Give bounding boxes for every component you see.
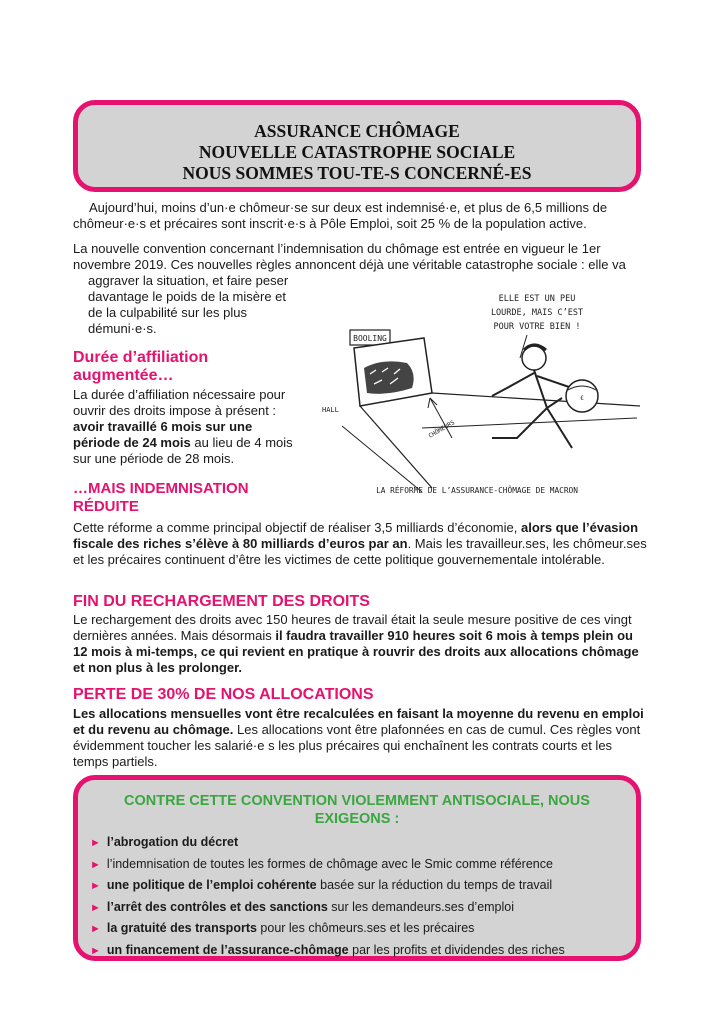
- demand-item: [90, 832, 565, 854]
- heading-duree-affiliation: Durée d’affiliation augmentée…: [73, 349, 209, 384]
- demands-list: [90, 832, 565, 961]
- arrow-right-icon: ►: [90, 901, 101, 914]
- demands-title: [88, 792, 626, 828]
- demand-item: [90, 897, 565, 919]
- demand-bold: un financement de l’assurance-chômage: [106, 942, 349, 957]
- chomeurs-label: CHÔMEURS: [427, 419, 457, 440]
- speech-line-3: POUR VOTRE BIEN !: [493, 322, 581, 332]
- section2-text-a: Cette réforme a comme principal objectif de réaliser 3,5 milliards d’économie,: [73, 520, 518, 535]
- intro-paragraph-2: La nouvelle convention concernant l’indemnisation du chômage est entrée en vigueur le 1er novembre 2019. Ces nouvelles règles annoncent déjà une véritable catastrophe sociale : elle va: [73, 241, 626, 272]
- heading-perte-allocations: PERTE DE 30% DE NOS ALLOCATIONS: [73, 686, 374, 703]
- demand-item: [90, 875, 565, 897]
- demands-title-line-2: EXIGEONS :: [314, 811, 400, 827]
- demand-item: [90, 918, 565, 940]
- demand-text: pour les chômeurs.ses et les précaires: [256, 921, 475, 935]
- demand-bold: l’abrogation du décret: [106, 835, 239, 849]
- arrow-right-icon: ►: [90, 858, 101, 871]
- heading-indemnisation-reduite: …MAIS INDEMNISATION RÉDUITE: [73, 480, 249, 515]
- section1-bold: avoir travaillé 6 mois sur une période de 24 mois: [73, 419, 253, 450]
- demands-title-line-1: CONTRE CETTE CONVENTION VIOLEMMENT ANTISOCIALE, NOUS: [124, 793, 590, 809]
- section1-text-b: au lieu de 4 mois sur une période de 28 mois.: [73, 435, 293, 466]
- intro-paragraph-1: Aujourd’hui, moins d’un·e chômeur·se sur deux est indemnisé·e, et plus de 6,5 millions de chômeur·e·s et précaires sont inscrit·e·s à Pôle Emploi, soit 25 % de la population active.: [73, 200, 608, 231]
- speech-line-2: LOURDE, MAIS C’EST: [490, 308, 584, 318]
- section1-text-a: La durée d’affiliation nécessaire pour ouvrir des droits impose à présent :: [73, 387, 286, 418]
- demand-bold: une politique de l’emploi cohérente: [106, 878, 317, 892]
- arrow-right-icon: ►: [90, 944, 101, 957]
- demand-bold: l’arrêt des contrôles et des sanctions: [106, 899, 328, 914]
- cartoon-illustration: [312, 278, 642, 500]
- section4-text: [73, 706, 647, 770]
- section3-text: [73, 612, 647, 676]
- demand-item: [90, 940, 565, 962]
- svg-text:€: €: [580, 395, 584, 402]
- cartoonist-signature: HALL: [322, 406, 339, 414]
- section1-text: [73, 387, 301, 467]
- demand-bold: la gratuité des transports: [106, 921, 257, 935]
- cartoon-caption: LA RÉFORME DE L’ASSURANCE-CHÔMAGE DE MACRON: [376, 486, 578, 495]
- section3-bold: il faudra travailler 910 heures soit 6 mois à temps plein ou 12 mois à mi-temps, ce qui revient en pratique à rouvrir des droits aux allocations chômage et non plus à les prolonger.: [73, 628, 639, 675]
- title-line-1: ASSURANCE CHÔMAGE: [254, 121, 460, 141]
- section2-text-b: . Mais les travailleur.ses, les chômeur.ses et les précaires continuent d’être les victimes de cette politique gouvernementale intolérable.: [73, 536, 647, 567]
- demand-text: sur les demandeurs.ses d’emploi: [327, 899, 515, 914]
- booling-sign-label: BOOLING: [353, 334, 387, 343]
- section3-text-a: Le rechargement des droits avec 150 heures de travail était la seule mesure positive de ces vingt dernières années. Mais désormais: [73, 612, 632, 643]
- title-line-3: NOUS SOMMES TOU-TE-S CONCERNÉ-ES: [182, 163, 532, 183]
- demand-text: par les profits et dividendes des riches: [348, 942, 565, 957]
- arrow-right-icon: ►: [90, 837, 101, 849]
- intro-paragraph-3: aggraver la situation, et faire peser davantage le poids de la misère et de la culpabilité sur les plus démuni·e·s.: [88, 273, 289, 336]
- section4-bold: Les allocations mensuelles vont être recalculées en faisant la moyenne du revenu en emploi et du revenu au chômage.: [73, 706, 644, 737]
- arrow-right-icon: ►: [90, 923, 101, 935]
- pins-crowd: [364, 361, 414, 393]
- title-box: [73, 100, 641, 192]
- demand-text: basée sur la réduction du temps de travail: [316, 878, 553, 892]
- section4-text-a: Les allocations vont être plafonnées en cas de cumul. Ces règles vont évidemment toucher les salarié·e s les plus précaires qui enchaînent les contrats courts et les temps partiels.: [73, 722, 641, 769]
- arrow-right-icon: ►: [90, 880, 101, 892]
- demand-text: l’indemnisation de toutes les formes de chômage avec le Smic comme référence: [106, 856, 553, 871]
- demands-box: [73, 775, 641, 961]
- speech-line-1: ELLE EST UN PEU: [498, 294, 576, 304]
- heading-rechargement-droits: FIN DU RECHARGEMENT DES DROITS: [73, 593, 370, 610]
- title-line-2: NOUVELLE CATASTROPHE SOCIALE: [198, 142, 516, 162]
- section2-bold: alors que l’évasion fiscale des riches s’élève à 80 milliards d’euros par an: [73, 520, 639, 551]
- section2-text: [73, 520, 647, 568]
- demand-item: [90, 854, 565, 876]
